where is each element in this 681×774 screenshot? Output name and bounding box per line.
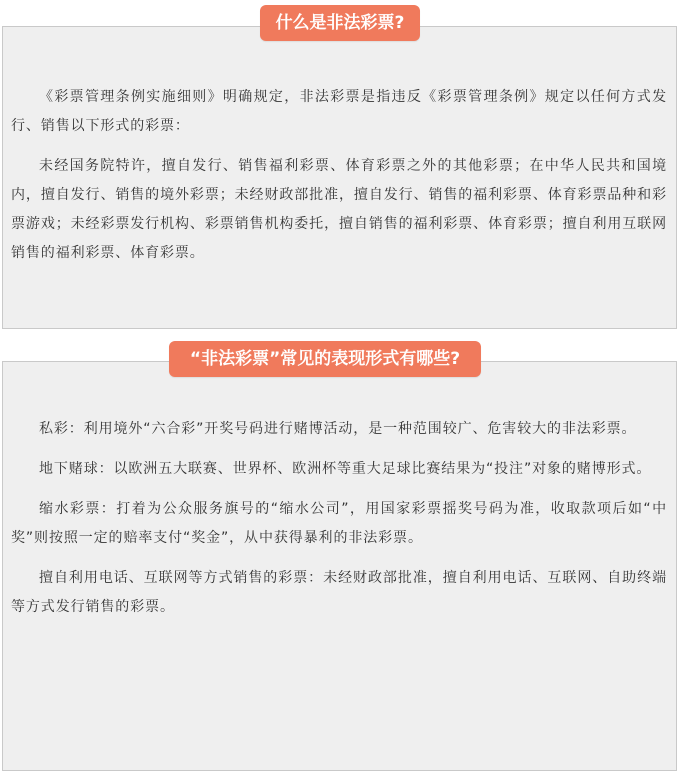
- section-illegal-lottery-forms-text: [11, 415, 667, 633]
- paragraph: 地下赌球：以欧洲五大联赛、世界杯、欧洲杯等重大足球比赛结果为“投注”对象的赌博形式。: [39, 461, 652, 477]
- section-heading-illegal-lottery-forms: “非法彩票”常见的表现形式有哪些?: [169, 341, 481, 377]
- paragraph: 擅自利用电话、互联网等方式销售的彩票：未经财政部批准，擅自利用电话、互联网、自助终端等方式发行销售的彩票。: [11, 570, 667, 615]
- paragraph: 《彩票管理条例实施细则》明确规定，非法彩票是指违反《彩票管理条例》规定以任何方式发行、销售以下形式的彩票：: [11, 89, 667, 134]
- section-heading-illegal-lottery-definition: 什么是非法彩票?: [260, 5, 420, 41]
- section-illegal-lottery-definition-text: [11, 83, 667, 279]
- paragraph: 未经国务院特许，擅自发行、销售福利彩票、体育彩票之外的其他彩票；在中华人民共和国境内，擅自发行、销售的境外彩票；未经财政部批准，擅自发行、销售的福利彩票、体育彩票品种和彩票游戏；未经彩票发行机构、彩票销售机构委托，擅自销售的福利彩票、体育彩票；擅自利用互联网销售的福利彩票、体育彩票。: [11, 158, 667, 261]
- paragraph: 缩水彩票：打着为公众服务旗号的“缩水公司”，用国家彩票摇奖号码为准，收取款项后如“中奖”则按照一定的赔率支付“奖金”，从中获得暴利的非法彩票。: [11, 501, 667, 546]
- paragraph: 私彩：利用境外“六合彩”开奖号码进行赌博活动，是一种范围较广、危害较大的非法彩票。: [39, 421, 637, 437]
